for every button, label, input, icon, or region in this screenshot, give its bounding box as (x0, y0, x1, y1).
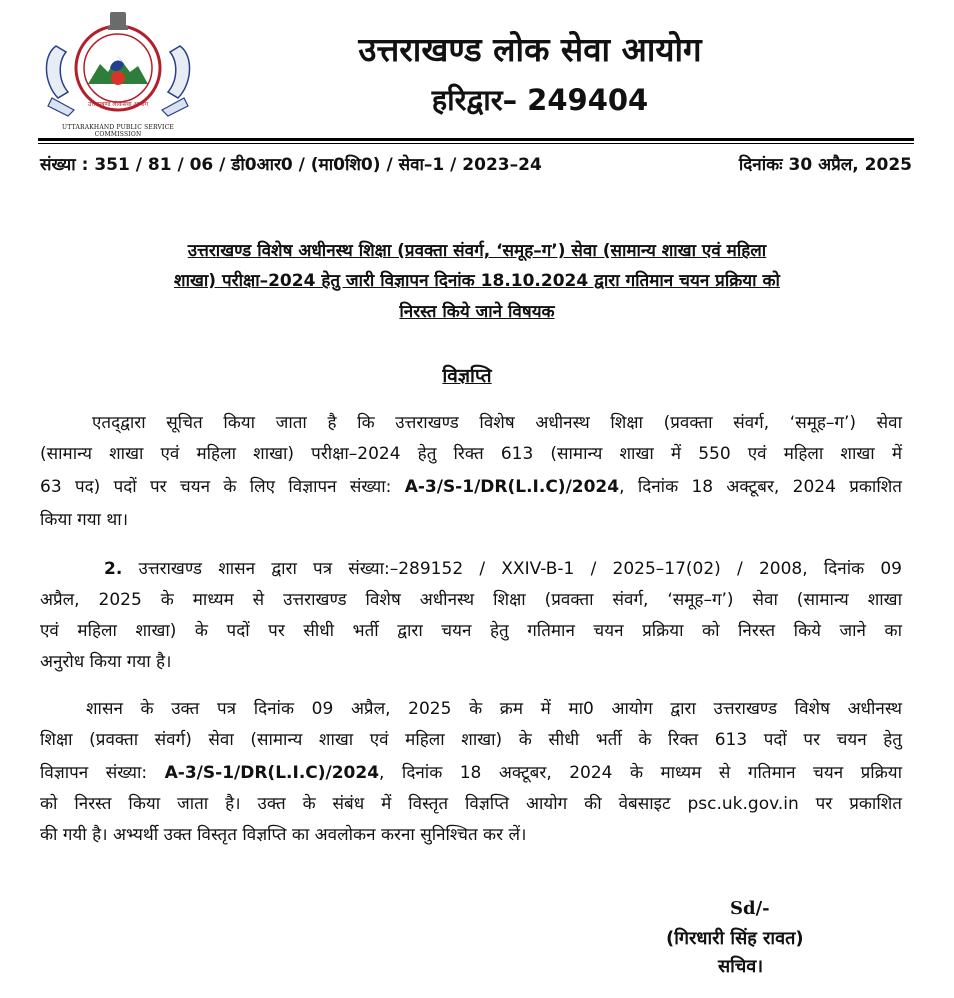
para1-line-1: एतद्‌द्वारा सूचित किया जाता है कि उत्तराखण्ड विशेष अधीनस्थ शिक्षा (प्रवक्ता संवर्ग, ‘समूह–ग’) सेवा (92, 413, 902, 433)
organization-name: उत्तराखण्ड लोक सेवा आयोग (358, 30, 702, 69)
ring-text: उत्तराखण्ड लोकसेवा आयोग (88, 101, 148, 108)
notice-date: दिनांकः 30 अप्रैल, 2025 (738, 155, 912, 175)
notice-heading: विज्ञप्ति (442, 365, 492, 387)
para1-line-4: किया गया था। (40, 510, 129, 530)
para2-line-3: एवं महिला शाखा) के पदों पर सीधी भर्ती द्वारा चयन हेतु गतिमान चयन प्रक्रिया को निरस्त किये जाने का (40, 621, 902, 641)
para3-line-3-text: विज्ञापन संख्या: (40, 763, 165, 783)
advertisement-number-2: A-3/S-1/DR(L.I.C)/2024 (164, 763, 380, 783)
advertisement-number: A-3/S-1/DR(L.I.C)/2024 (404, 477, 620, 497)
para3-line-5: की गयी है। अभ्यर्थी उक्त विस्तृत विज्ञप्ति का अवलोकन करना सुनिश्चित कर लें। (40, 825, 527, 845)
para1-line-3 (40, 474, 902, 497)
subject-line-1: उत्तराखण्ड विशेष अधीनस्थ शिक्षा (प्रवक्ता संवर्ग, ‘समूह–ग’) सेवा (सामान्य शाखा एवं महिला (187, 241, 767, 261)
para3-line-3 (40, 760, 902, 783)
commission-logo (38, 6, 198, 136)
para3-line-1: शासन के उक्त पत्र दिनांक 09 अप्रैल, 2025 के क्रम में मा0 आयोग द्वारा उत्तराखण्ड विशेष अधीनस्थ (86, 699, 902, 719)
subject-line-2: शाखा) परीक्षा–2024 हेतु जारी विज्ञापन दिनांक 18.10.2024 द्वारा गतिमान चयन प्रक्रिया को (174, 271, 780, 291)
signatory-name: (गिरधारी सिंह रावत) (666, 928, 804, 949)
para2-line-2: अप्रैल, 2025 के माध्यम से उत्तराखण्ड विशेष अधीनस्थ शिक्षा (प्रवक्ता संवर्ग, ‘समूह–ग’) सेवा (सामान्य शाखा (40, 590, 902, 610)
organization-address: हरिद्वार– 249404 (431, 83, 649, 117)
para1-line-2: (सामान्य शाखा एवं महिला शाखा) परीक्षा–2024 हेतु रिक्त 613 (सामान्य शाखा में 550 एवं महिला शाखा में (40, 444, 902, 464)
subject-line-3: निरस्त किये जाने विषयक (399, 302, 555, 322)
header-divider-thick (38, 138, 914, 141)
logo-caption: UTTARAKHAND PUBLIC SERVICE COMMISSION (62, 124, 174, 138)
para2-line-1 (104, 556, 902, 579)
para3-line-3-tail: , दिनांक 18 अक्टूबर, 2024 के माध्यम से गतिमान चयन प्रक्रिया (379, 763, 903, 783)
signatory-designation: सचिव। (718, 956, 764, 977)
para3-line-2: शिक्षा (प्रवक्ता संवर्ग) सेवा (सामान्य शाखा एवं महिला शाखा) के सीधी भर्ती के रिक्त 613 पदों पर चयन हेतु (40, 730, 902, 750)
para2-line-1-text: उत्तराखण्ड शासन द्वारा पत्र संख्या:–289152 / XXIV-B-1 / 2025–17(02) / 2008, दिनांक 09 (122, 559, 902, 579)
reference-number: संख्या : 351 / 81 / 06 / डी0आर0 / (मा0शि0) / सेवा–1 / 2023–24 (40, 155, 542, 175)
para2-number: 2. (104, 559, 123, 579)
emblem-icon (38, 6, 198, 122)
para3-line-4: को निरस्त किया जाता है। उक्त के संबंध में विस्तृत विज्ञप्ति आयोग की वेबसाइट psc.uk.gov.in पर प्रकाशित (40, 794, 902, 814)
signature-sd: Sd/- (730, 898, 770, 919)
para1-line-3-tail: , दिनांक 18 अक्टूबर, 2024 प्रकाशित (619, 477, 902, 497)
header-divider-thin (38, 143, 914, 144)
para1-line-3-text: 63 पद) पदों पर चयन के लिए विज्ञापन संख्या: (40, 477, 405, 497)
para2-line-4: अनुरोध किया गया है। (40, 652, 172, 672)
